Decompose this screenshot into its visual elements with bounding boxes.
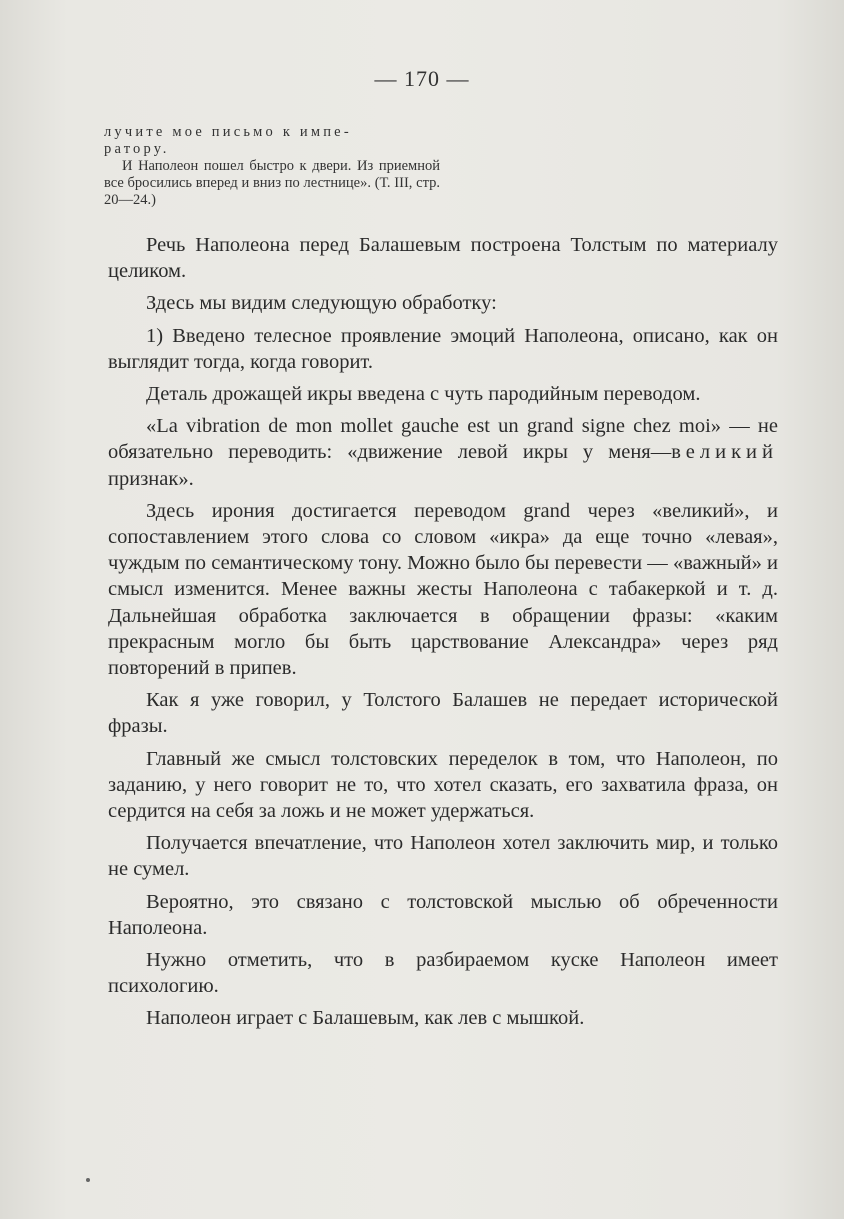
paragraph-translation-text: «La vibration de mon mollet gauche est un grand signe chez moi» — не обязательно переводить: «движение левой икры у меня—: [108, 415, 778, 464]
paragraph: Нужно отметить, что в разбираемом куске Наполеон имеет психологию.: [108, 949, 778, 998]
print-speck: [86, 1178, 90, 1182]
paragraph-translation-end: признак».: [108, 467, 194, 490]
paragraph: Получается впечатление, что Наполеон хотел заключить мир, и только не сумел.: [108, 832, 778, 881]
paragraph: 1) Введено телесное проявление эмоций Наполеона, описано, как он выглядит тогда, когда говорит.: [108, 324, 778, 373]
page-number: — 170 —: [374, 66, 470, 91]
paragraph: Речь Наполеона перед Балашевым построена Толстым по материалу целиком.: [108, 234, 778, 283]
paragraph: Главный же смысл толстовских переделок в том, что Наполеон, по заданию, у него говорит не то, что хотел сказать, его захватила фраза, он сердится на себя за ложь и не может удержаться.: [108, 747, 778, 823]
main-text: [108, 232, 778, 1038]
paragraph-translation: [108, 413, 778, 492]
quote-line-1: лучите мое письмо к импе-: [104, 124, 352, 140]
quote-line-2: ратору.: [104, 141, 170, 157]
paragraph: Как я уже говорил, у Толстого Балашев не передает исторической фразы.: [108, 689, 778, 738]
quote-continuation: И Наполеон пошел быстро к двери. Из приемной все бросились вперед и вниз по лестнице». (Т. III, стр. 20—24.): [104, 158, 440, 208]
paragraph: Вероятно, это связано с толстовской мыслью об обреченности Наполеона.: [108, 890, 778, 939]
paragraph: Здесь мы видим следующую обработку:: [146, 292, 497, 315]
paragraph: Деталь дрожащей икры введена с чуть пародийным переводом.: [146, 383, 701, 406]
paragraph: Наполеон играет с Балашевым, как лев с мышкой.: [146, 1007, 585, 1030]
quote-block: [104, 124, 440, 209]
paragraph: Здесь ирония достигается переводом grand через «великий», и сопоставлением этого слова со словом «икра» да еще точно «левая», чуждым по семантическому тону. Можно было бы перевести — «важный» и смысл изменится. Менее важны жесты Наполеона с табакеркой и т. д. Дальнейшая обработка заключается в обращении фразы: «каким прекрасным могло бы быть царствование Александра» через ряд повторений в припев.: [108, 499, 778, 680]
spaced-word: великий: [671, 441, 778, 464]
